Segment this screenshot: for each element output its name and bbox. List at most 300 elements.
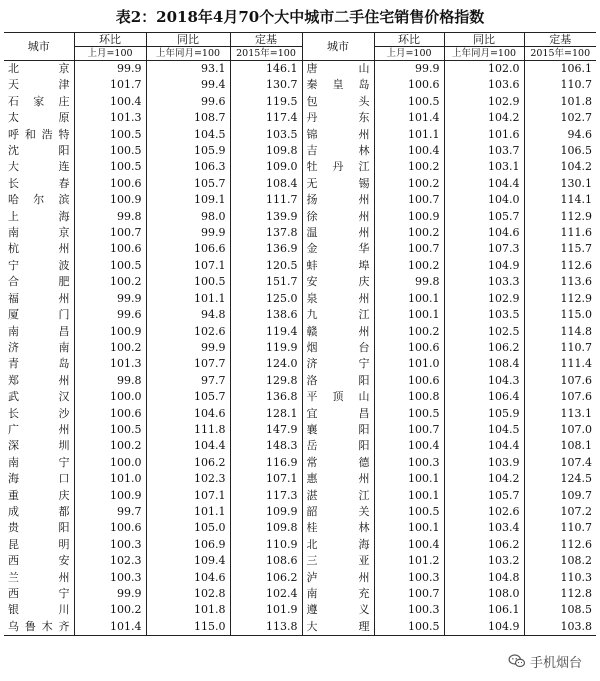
cell-yoy-right: 104.0	[444, 192, 524, 208]
table-row	[4, 77, 596, 93]
cell-yoy-right: 104.8	[444, 570, 524, 586]
cell-yoy-right: 102.9	[444, 291, 524, 307]
cell-mom-left: 100.5	[74, 159, 146, 175]
cell-city-left: 福州	[8, 291, 70, 305]
cell-mom-right: 100.4	[374, 537, 444, 553]
cell-fixed-left: 101.9	[230, 602, 302, 618]
cell-mom-left: 99.6	[74, 307, 146, 323]
cell-city-left: 长春	[8, 176, 70, 190]
cell-mom-right: 100.5	[374, 406, 444, 422]
cell-fixed-left: 107.1	[230, 471, 302, 487]
cell-yoy-right: 103.4	[444, 520, 524, 536]
cell-city-right: 襄阳	[302, 422, 374, 438]
cell-fixed-left: 125.0	[230, 291, 302, 307]
table-row	[4, 570, 596, 586]
cell-fixed-right: 101.8	[524, 94, 596, 110]
cell-fixed-right: 108.1	[524, 438, 596, 454]
cell-mom-right: 100.2	[374, 324, 444, 340]
table-row	[4, 307, 596, 323]
cell-mom-right: 100.1	[374, 291, 444, 307]
cell-fixed-right: 110.7	[524, 340, 596, 356]
cell-yoy-right: 102.9	[444, 94, 524, 110]
cell-yoy-right: 103.2	[444, 553, 524, 569]
cell-fixed-right: 112.8	[524, 586, 596, 602]
cell-fixed-left: 130.7	[230, 77, 302, 93]
header-yoy-base-right: 上年同月=100	[444, 47, 524, 61]
cell-city-left: 上海	[8, 209, 70, 223]
cell-city-left: 成都	[8, 504, 70, 518]
cell-city-left: 大连	[8, 160, 70, 174]
price-index-table	[4, 32, 596, 636]
cell-mom-left: 100.6	[74, 406, 146, 422]
cell-city-left: 济南	[8, 340, 70, 354]
cell-city-left: 哈尔滨	[8, 193, 70, 207]
table-row	[4, 455, 596, 471]
cell-mom-left: 100.7	[74, 225, 146, 241]
cell-city-right: 金华	[302, 241, 374, 257]
table-row	[4, 241, 596, 257]
table-row	[4, 176, 596, 192]
cell-mom-right: 100.7	[374, 586, 444, 602]
cell-fixed-left: 111.7	[230, 192, 302, 208]
cell-fixed-left: 117.3	[230, 488, 302, 504]
cell-fixed-left: 148.3	[230, 438, 302, 454]
table-row	[4, 274, 596, 290]
cell-city-right: 韶关	[302, 504, 374, 520]
table-row	[4, 258, 596, 274]
cell-city-left: 南宁	[8, 455, 70, 469]
cell-yoy-right: 103.6	[444, 77, 524, 93]
cell-yoy-left: 100.5	[146, 274, 230, 290]
cell-city-left: 武汉	[8, 390, 70, 404]
cell-city-left: 南昌	[8, 324, 70, 338]
cell-mom-right: 100.4	[374, 143, 444, 159]
cell-yoy-right: 104.2	[444, 471, 524, 487]
table-row	[4, 619, 596, 636]
watermark	[508, 651, 582, 671]
cell-mom-left: 100.4	[74, 94, 146, 110]
cell-fixed-right: 110.7	[524, 520, 596, 536]
table-row	[4, 61, 596, 78]
cell-city-left: 郑州	[8, 373, 70, 387]
cell-mom-right: 100.5	[374, 504, 444, 520]
cell-yoy-right: 104.4	[444, 438, 524, 454]
cell-city-right: 济宁	[302, 356, 374, 372]
cell-yoy-right: 104.3	[444, 373, 524, 389]
header-mom-left: 环比	[74, 33, 146, 47]
cell-fixed-right: 108.2	[524, 553, 596, 569]
table-row	[4, 422, 596, 438]
cell-yoy-left: 104.4	[146, 438, 230, 454]
cell-mom-left: 100.0	[74, 455, 146, 471]
cell-mom-right: 100.1	[374, 307, 444, 323]
cell-yoy-left: 104.6	[146, 570, 230, 586]
cell-fixed-left: 113.8	[230, 619, 302, 636]
cell-yoy-right: 106.4	[444, 389, 524, 405]
cell-fixed-right: 107.6	[524, 373, 596, 389]
cell-city-right: 洛阳	[302, 373, 374, 389]
cell-mom-right: 101.0	[374, 356, 444, 372]
cell-city-right: 安庆	[302, 274, 374, 290]
cell-yoy-left: 101.8	[146, 602, 230, 618]
cell-mom-right: 100.5	[374, 619, 444, 636]
cell-yoy-left: 101.1	[146, 504, 230, 520]
table-row	[4, 406, 596, 422]
cell-mom-left: 101.0	[74, 471, 146, 487]
cell-fixed-right: 108.5	[524, 602, 596, 618]
cell-mom-left: 100.2	[74, 602, 146, 618]
cell-yoy-left: 99.9	[146, 225, 230, 241]
header-city-left: 城市	[4, 33, 74, 61]
cell-city-left: 贵阳	[8, 521, 70, 535]
cell-yoy-left: 106.6	[146, 241, 230, 257]
cell-mom-left: 100.3	[74, 537, 146, 553]
cell-mom-right: 100.6	[374, 373, 444, 389]
cell-yoy-left: 106.2	[146, 455, 230, 471]
table-row	[4, 471, 596, 487]
cell-yoy-left: 105.9	[146, 143, 230, 159]
cell-yoy-right: 104.4	[444, 176, 524, 192]
cell-yoy-left: 99.9	[146, 340, 230, 356]
cell-city-right: 泸州	[302, 570, 374, 586]
cell-city-left: 杭州	[8, 242, 70, 256]
cell-city-right: 丹东	[302, 110, 374, 126]
cell-mom-left: 100.6	[74, 520, 146, 536]
cell-fixed-right: 103.8	[524, 619, 596, 636]
cell-fixed-right: 94.6	[524, 127, 596, 143]
cell-mom-right: 100.3	[374, 570, 444, 586]
cell-city-right: 惠州	[302, 471, 374, 487]
header-fixed-right: 定基	[524, 33, 596, 47]
cell-mom-left: 101.7	[74, 77, 146, 93]
cell-fixed-right: 112.9	[524, 291, 596, 307]
cell-mom-right: 100.3	[374, 602, 444, 618]
cell-city-right: 宜昌	[302, 406, 374, 422]
table-row	[4, 291, 596, 307]
cell-fixed-right: 107.4	[524, 455, 596, 471]
cell-yoy-left: 102.8	[146, 586, 230, 602]
cell-city-right: 无锡	[302, 176, 374, 192]
cell-city-left: 呼和浩特	[8, 127, 70, 141]
cell-yoy-left: 93.1	[146, 61, 230, 78]
cell-fixed-right: 115.0	[524, 307, 596, 323]
cell-fixed-right: 114.1	[524, 192, 596, 208]
cell-city-left: 重庆	[8, 488, 70, 502]
cell-yoy-left: 107.1	[146, 258, 230, 274]
cell-fixed-right: 111.6	[524, 225, 596, 241]
cell-fixed-left: 136.8	[230, 389, 302, 405]
cell-city-left: 广州	[8, 422, 70, 436]
cell-mom-left: 100.5	[74, 422, 146, 438]
cell-city-right: 赣州	[302, 324, 374, 340]
cell-yoy-right: 105.9	[444, 406, 524, 422]
cell-yoy-left: 106.3	[146, 159, 230, 175]
cell-yoy-left: 94.8	[146, 307, 230, 323]
cell-fixed-left: 116.9	[230, 455, 302, 471]
cell-fixed-left: 109.8	[230, 143, 302, 159]
cell-yoy-right: 103.9	[444, 455, 524, 471]
table-row	[4, 553, 596, 569]
cell-yoy-left: 108.7	[146, 110, 230, 126]
cell-fixed-right: 113.1	[524, 406, 596, 422]
table-row	[4, 143, 596, 159]
cell-yoy-right: 103.7	[444, 143, 524, 159]
cell-mom-left: 99.9	[74, 586, 146, 602]
cell-city-right: 锦州	[302, 127, 374, 143]
cell-yoy-right: 104.2	[444, 110, 524, 126]
cell-fixed-left: 129.8	[230, 373, 302, 389]
cell-city-right: 牡丹江	[302, 159, 374, 175]
cell-mom-left: 99.7	[74, 504, 146, 520]
cell-city-left: 乌鲁木齐	[4, 619, 74, 636]
cell-yoy-left: 107.7	[146, 356, 230, 372]
cell-mom-right: 101.4	[374, 110, 444, 126]
header-fixed-left: 定基	[230, 33, 302, 47]
cell-city-left: 兰州	[8, 570, 70, 584]
cell-yoy-left: 98.0	[146, 209, 230, 225]
cell-mom-left: 100.2	[74, 340, 146, 356]
cell-yoy-left: 105.7	[146, 389, 230, 405]
cell-mom-left: 101.4	[74, 619, 146, 636]
cell-mom-right: 100.6	[374, 340, 444, 356]
cell-mom-right: 99.9	[374, 61, 444, 78]
cell-city-left: 太原	[8, 111, 70, 125]
cell-fixed-left: 137.8	[230, 225, 302, 241]
cell-yoy-right: 104.9	[444, 258, 524, 274]
cell-fixed-left: 119.4	[230, 324, 302, 340]
cell-mom-left: 99.8	[74, 209, 146, 225]
cell-city-right: 遵义	[302, 602, 374, 618]
cell-city-right: 蚌埠	[302, 258, 374, 274]
cell-city-right: 北海	[302, 537, 374, 553]
table-row	[4, 225, 596, 241]
table-row	[4, 110, 596, 126]
cell-city-left: 西安	[8, 554, 70, 568]
cell-fixed-left: 117.4	[230, 110, 302, 126]
cell-city-right: 常德	[302, 455, 374, 471]
cell-mom-right: 100.4	[374, 438, 444, 454]
cell-yoy-right: 105.7	[444, 488, 524, 504]
cell-city-right: 湛江	[302, 488, 374, 504]
cell-mom-left: 99.9	[74, 61, 146, 78]
cell-city-right: 包头	[302, 94, 374, 110]
cell-fixed-right: 109.7	[524, 488, 596, 504]
cell-city-right: 扬州	[302, 192, 374, 208]
cell-yoy-left: 106.9	[146, 537, 230, 553]
cell-fixed-left: 108.6	[230, 553, 302, 569]
cell-fixed-right: 102.7	[524, 110, 596, 126]
cell-mom-left: 100.3	[74, 570, 146, 586]
cell-yoy-right: 103.5	[444, 307, 524, 323]
header-mom-base-right: 上月=100	[374, 47, 444, 61]
cell-city-right: 秦皇岛	[302, 77, 374, 93]
cell-fixed-left: 120.5	[230, 258, 302, 274]
header-fixed-base-right: 2015年=100	[524, 47, 596, 61]
cell-mom-right: 101.1	[374, 127, 444, 143]
cell-city-left: 厦门	[8, 308, 70, 322]
cell-mom-right: 101.2	[374, 553, 444, 569]
table-row	[4, 586, 596, 602]
cell-city-left: 沈阳	[8, 144, 70, 158]
cell-fixed-right: 112.6	[524, 258, 596, 274]
cell-yoy-left: 115.0	[146, 619, 230, 636]
cell-yoy-right: 107.3	[444, 241, 524, 257]
cell-mom-right: 99.8	[374, 274, 444, 290]
cell-fixed-left: 124.0	[230, 356, 302, 372]
cell-fixed-right: 106.1	[524, 61, 596, 78]
wechat-icon	[508, 652, 526, 670]
watermark-text: 手机烟台	[529, 655, 582, 671]
cell-fixed-right: 106.5	[524, 143, 596, 159]
cell-fixed-right: 130.1	[524, 176, 596, 192]
cell-city-right: 大理	[302, 619, 374, 636]
cell-fixed-left: 106.2	[230, 570, 302, 586]
cell-fixed-right: 107.2	[524, 504, 596, 520]
table-row	[4, 602, 596, 618]
cell-fixed-left: 109.9	[230, 504, 302, 520]
cell-fixed-left: 128.1	[230, 406, 302, 422]
cell-yoy-right: 103.1	[444, 159, 524, 175]
table-row	[4, 356, 596, 372]
cell-city-left: 海口	[8, 472, 70, 486]
cell-mom-left: 102.3	[74, 553, 146, 569]
cell-fixed-right: 111.4	[524, 356, 596, 372]
cell-fixed-right: 110.3	[524, 570, 596, 586]
cell-yoy-right: 104.5	[444, 422, 524, 438]
table-row	[4, 159, 596, 175]
cell-city-left: 北京	[8, 62, 70, 75]
table-row	[4, 209, 596, 225]
cell-yoy-left: 107.1	[146, 488, 230, 504]
cell-mom-left: 100.9	[74, 192, 146, 208]
table-title: 表2：2018年4月70个大中城市二手住宅销售价格指数	[115, 8, 485, 26]
cell-yoy-right: 108.4	[444, 356, 524, 372]
cell-mom-right: 100.3	[374, 455, 444, 471]
cell-fixed-left: 139.9	[230, 209, 302, 225]
cell-mom-left: 100.5	[74, 127, 146, 143]
cell-yoy-right: 101.6	[444, 127, 524, 143]
cell-fixed-left: 103.5	[230, 127, 302, 143]
cell-fixed-right: 107.0	[524, 422, 596, 438]
cell-mom-left: 101.3	[74, 356, 146, 372]
cell-city-left: 宁波	[8, 258, 70, 272]
cell-fixed-right: 112.9	[524, 209, 596, 225]
cell-mom-left: 100.9	[74, 324, 146, 340]
table-row	[4, 94, 596, 110]
cell-fixed-right: 113.6	[524, 274, 596, 290]
cell-yoy-left: 99.4	[146, 77, 230, 93]
cell-mom-left: 100.5	[74, 143, 146, 159]
cell-city-left: 昆明	[8, 537, 70, 551]
cell-mom-right: 100.1	[374, 471, 444, 487]
cell-yoy-left: 101.1	[146, 291, 230, 307]
cell-mom-right: 100.2	[374, 258, 444, 274]
cell-yoy-left: 105.7	[146, 176, 230, 192]
cell-yoy-right: 106.2	[444, 537, 524, 553]
cell-city-right: 温州	[302, 225, 374, 241]
header-mom-right: 环比	[374, 33, 444, 47]
table-body	[4, 61, 596, 636]
cell-mom-right: 100.8	[374, 389, 444, 405]
header-yoy-right: 同比	[444, 33, 524, 47]
cell-city-left: 西宁	[8, 587, 70, 600]
table-row	[4, 373, 596, 389]
cell-fixed-right: 107.6	[524, 389, 596, 405]
cell-yoy-right: 102.6	[444, 504, 524, 520]
cell-fixed-right: 124.5	[524, 471, 596, 487]
cell-yoy-left: 97.7	[146, 373, 230, 389]
cell-fixed-left: 119.9	[230, 340, 302, 356]
cell-city-left: 长沙	[8, 406, 70, 420]
cell-fixed-left: 110.9	[230, 537, 302, 553]
cell-fixed-left: 119.5	[230, 94, 302, 110]
table-row	[4, 520, 596, 536]
cell-yoy-right: 104.9	[444, 619, 524, 636]
cell-mom-right: 100.6	[374, 77, 444, 93]
cell-mom-left: 100.2	[74, 274, 146, 290]
cell-city-right: 烟台	[302, 340, 374, 356]
cell-yoy-left: 105.0	[146, 520, 230, 536]
cell-city-right: 南充	[302, 586, 374, 602]
cell-mom-right: 100.2	[374, 159, 444, 175]
cell-city-right: 桂林	[302, 520, 374, 536]
cell-fixed-left: 109.8	[230, 520, 302, 536]
header-yoy-left: 同比	[146, 33, 230, 47]
table-row	[4, 504, 596, 520]
cell-yoy-right: 108.0	[444, 586, 524, 602]
cell-city-right: 岳阳	[302, 438, 374, 454]
cell-city-left: 天津	[8, 78, 70, 92]
cell-fixed-right: 114.8	[524, 324, 596, 340]
cell-fixed-left: 102.4	[230, 586, 302, 602]
cell-yoy-left: 104.5	[146, 127, 230, 143]
cell-mom-left: 100.6	[74, 176, 146, 192]
cell-yoy-left: 111.8	[146, 422, 230, 438]
cell-mom-right: 100.1	[374, 488, 444, 504]
cell-mom-left: 101.3	[74, 110, 146, 126]
cell-fixed-right: 104.2	[524, 159, 596, 175]
cell-city-left: 石家庄	[8, 94, 70, 108]
cell-city-left: 深圳	[8, 439, 70, 453]
cell-city-left: 青岛	[8, 357, 70, 371]
cell-yoy-right: 104.6	[444, 225, 524, 241]
cell-mom-right: 100.7	[374, 422, 444, 438]
cell-yoy-right: 102.0	[444, 61, 524, 78]
cell-yoy-left: 102.3	[146, 471, 230, 487]
cell-mom-left: 100.2	[74, 438, 146, 454]
cell-yoy-left: 99.6	[146, 94, 230, 110]
cell-yoy-left: 109.1	[146, 192, 230, 208]
cell-fixed-right: 115.7	[524, 241, 596, 257]
table-row	[4, 340, 596, 356]
cell-city-left: 银川	[8, 603, 70, 617]
cell-yoy-left: 109.4	[146, 553, 230, 569]
cell-mom-right: 100.9	[374, 209, 444, 225]
header-city-right: 城市	[302, 33, 374, 61]
table-row	[4, 438, 596, 454]
cell-mom-left: 100.0	[74, 389, 146, 405]
header-mom-base-left: 上月=100	[74, 47, 146, 61]
cell-city-left: 南京	[8, 226, 70, 240]
cell-mom-right: 100.5	[374, 94, 444, 110]
cell-mom-left: 99.9	[74, 291, 146, 307]
cell-fixed-left: 146.1	[230, 61, 302, 78]
cell-fixed-right: 112.6	[524, 537, 596, 553]
cell-yoy-right: 103.3	[444, 274, 524, 290]
cell-mom-left: 99.8	[74, 373, 146, 389]
cell-yoy-left: 102.6	[146, 324, 230, 340]
cell-city-right: 徐州	[302, 209, 374, 225]
